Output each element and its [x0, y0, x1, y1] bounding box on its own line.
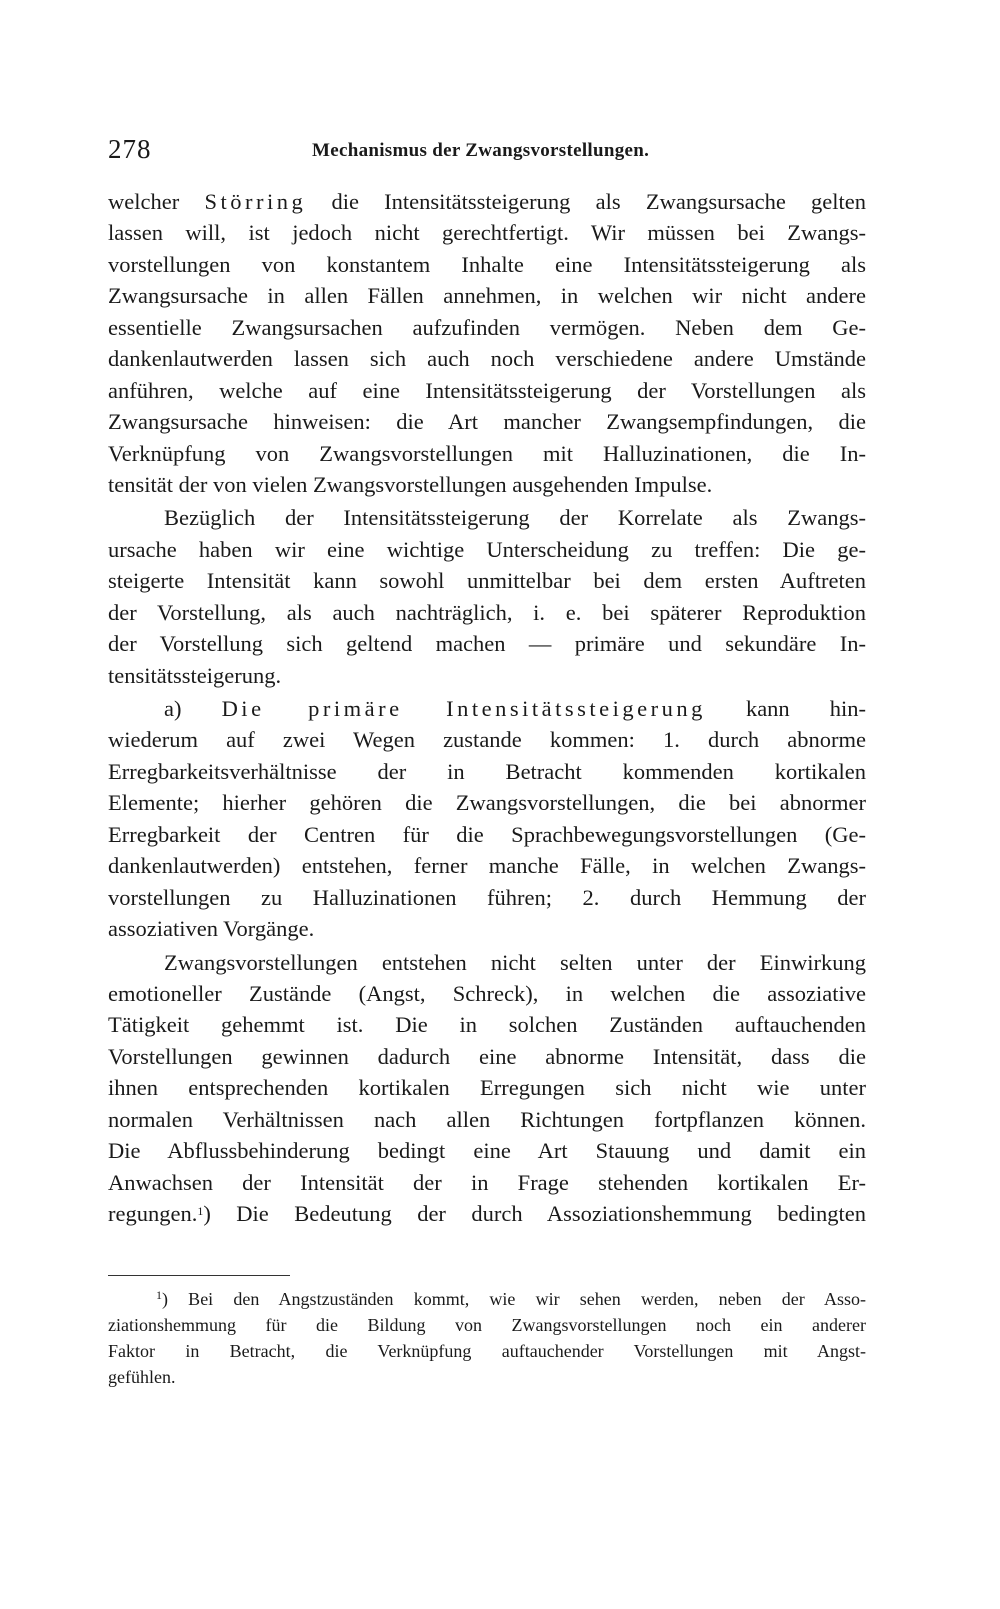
body-text — [108, 186, 866, 1231]
footnote-line: $^1$) Bei den Angstzuständen kommt, wie wir sehen werden, neben der Asso- — [156, 1288, 866, 1309]
running-title: Mechanismus der Zwangsvorstellungen. — [312, 140, 650, 161]
text-line: der Vorstellung, als auch nachträglich, i. e. bei späterer Reproduktion — [108, 599, 866, 625]
text-line: tensitätssteigerung. — [108, 662, 282, 688]
footnote-marker: 1 — [156, 1288, 162, 1302]
text-line: wiederum auf zwei Wegen zustande kommen: 1. durch abnorme — [108, 727, 866, 753]
section-heading-spaced: Die primäre Intensitätssteigerung — [221, 696, 706, 721]
text-line: Zwangsursache hinweisen: die Art mancher Zwangsempfindungen, die — [108, 409, 866, 435]
text-line: vorstellungen zu Halluzinationen führen; 2. durch Hemmung der — [108, 884, 866, 910]
text-line: Bezüglich der Intensitätssteigerung der Korrelate als Zwangs- — [164, 505, 866, 531]
text-line: der Vorstellung sich geltend machen — primäre und sekundäre In- — [108, 631, 866, 657]
text-line: Verknüpfung von Zwangsvorstellungen mit Halluzinationen, die In- — [108, 440, 866, 466]
footnote-line: gefühlen. — [108, 1367, 176, 1387]
text-line: dankenlautwerden lassen sich auch noch verschiedene andere Umstände — [108, 346, 866, 372]
page-header — [108, 134, 868, 168]
text-line: ihnen entsprechenden kortikalen Erregungen sich nicht wie unter — [108, 1075, 866, 1101]
text-line: Tätigkeit gehemmt ist. Die in solchen Zuständen auftauchenden — [108, 1012, 866, 1038]
text-line: vorstellungen von konstantem Inhalte eine Intensitätssteigerung als — [108, 251, 866, 277]
text-line: regungen.$^1$) Die Bedeutung der durch Assoziationshemmung bedingten — [108, 1201, 866, 1226]
text-line: Vorstellungen gewinnen dadurch eine abnorme Intensität, dass die — [108, 1043, 866, 1069]
paragraph-2 — [108, 502, 866, 691]
footnotes — [108, 1286, 866, 1390]
text-line: welcher Störring die Intensitätssteigerung als Zwangsursache gelten — [108, 189, 866, 214]
text-line: Zwangsursache in allen Fällen annehmen, in welchen wir nicht andere — [108, 283, 866, 309]
author-name-spaced: Störring — [204, 189, 307, 214]
paragraph-1 — [108, 186, 866, 500]
text-line: Anwachsen der Intensität der in Frage stehenden kortikalen Er- — [108, 1169, 866, 1195]
text-line: dankenlautwerden) entstehen, ferner manche Fälle, in welchen Zwangs- — [108, 853, 866, 879]
text-line: tensität der von vielen Zwangsvorstellungen ausgehenden Impulse. — [108, 471, 713, 497]
text-line: Erregbarkeitsverhältnisse der in Betracht kommenden kortikalen — [108, 758, 866, 784]
footnote-reference[interactable]: 1 — [197, 1204, 204, 1218]
footnote-line: Faktor in Betracht, die Verknüpfung auftauchender Vorstellungen mit Angst- — [108, 1341, 866, 1361]
text-line: Zwangsvorstellungen entstehen nicht selten unter der Einwirkung — [164, 949, 866, 975]
text-line: a) Die primäre Intensitätssteigerung kann hin- — [164, 696, 866, 721]
text-line: normalen Verhältnissen nach allen Richtungen fortpflanzen können. — [108, 1106, 866, 1132]
footnote-divider — [108, 1275, 290, 1276]
paragraph-4 — [108, 947, 866, 1230]
text-line: steigerte Intensität kann sowohl unmittelbar bei dem ersten Auftreten — [108, 568, 866, 594]
text-line: emotioneller Zustände (Angst, Schreck), in welchen die assoziative — [108, 980, 866, 1006]
footnote-line: ziationshemmung für die Bildung von Zwangsvorstellungen noch ein anderer — [108, 1315, 866, 1335]
text-line: anführen, welche auf eine Intensitätssteigerung der Vorstellungen als — [108, 377, 866, 403]
paragraph-3 — [108, 693, 866, 945]
text-line: Erregbarkeit der Centren für die Sprachbewegungsvorstellungen (Ge- — [108, 821, 866, 847]
text-line: Die Abflussbehinderung bedingt eine Art Stauung und damit ein — [108, 1138, 866, 1164]
text-line: essentielle Zwangsursachen aufzufinden vermögen. Neben dem Ge- — [108, 314, 866, 340]
text-line: ursache haben wir eine wichtige Unterscheidung zu treffen: Die ge- — [108, 536, 866, 562]
text-line: Elemente; hierher gehören die Zwangsvorstellungen, die bei abnormer — [108, 790, 866, 816]
text-line: lassen will, ist jedoch nicht gerechtfertigt. Wir müssen bei Zwangs- — [108, 220, 866, 246]
page-number: 278 — [108, 134, 152, 164]
text-line: assoziativen Vorgänge. — [108, 916, 315, 942]
